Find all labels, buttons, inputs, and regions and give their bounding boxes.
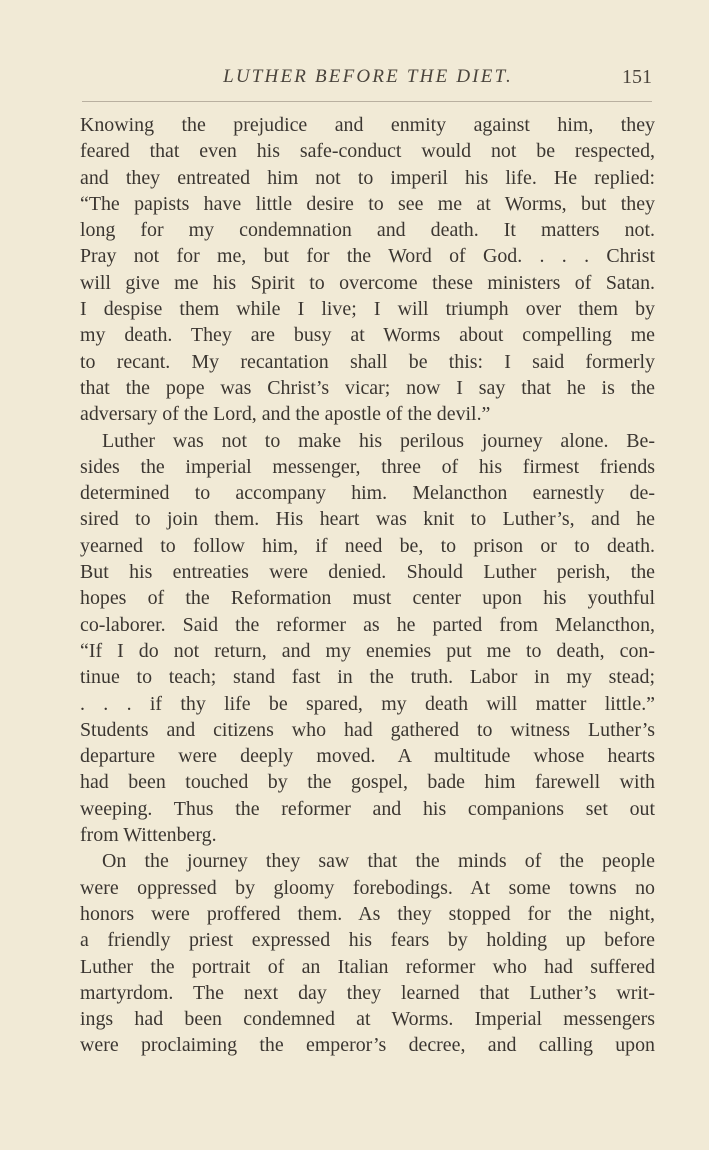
text-line: had been touched by the gospel, bade him farewell with [80,771,655,794]
text-line: were proclaiming the emperor’s decree, and calling upon [80,1034,655,1057]
text-line: yearned to follow him, if need be, to prison or to death. [80,534,655,557]
text-line: a friendly priest expressed his fears by holding up before [80,929,655,952]
text-line: I despise them while I live; I will triumph over them by [80,298,655,321]
text-line: ings had been condemned at Worms. Imperial messengers [80,1008,655,1031]
running-title: LUTHER BEFORE THE DIET. [223,66,513,87]
text-line: Students and citizens who had gathered to witness Luther’s [80,718,655,741]
text-line: that the pope was Christ’s vicar; now I say that he is the [80,376,655,399]
body-text [80,112,655,1059]
text-line: “If I do not return, and my enemies put me to death, con- [80,639,655,662]
paragraph-1 [80,112,655,428]
text-line: feared that even his safe-conduct would not be respected, [80,140,655,163]
text-line: hopes of the Reformation must center upon his youthful [80,587,655,610]
text-line: long for my condemnation and death. It matters not. [80,219,655,242]
text-line: Pray not for me, but for the Word of God. . . . Christ [80,245,655,268]
text-line: sired to join them. His heart was knit to Luther’s, and he [80,508,655,531]
text-line: Luther was not to make his perilous journey alone. Be- [102,429,655,452]
text-line: . . . if thy life be spared, my death will matter little.” [80,692,655,715]
text-line: and they entreated him not to imperil his life. He replied: [80,166,655,189]
text-line: But his entreaties were denied. Should Luther perish, the [80,561,655,584]
paragraph-2 [80,428,655,849]
text-line: co-laborer. Said the reformer as he parted from Melancthon, [80,613,655,636]
text-line: “The papists have little desire to see me at Worms, but they [80,192,655,215]
header-rule [82,101,652,102]
text-line: sides the imperial messenger, three of his firmest friends [80,455,655,478]
text-line: from Wittenberg. [80,824,217,847]
text-line: were oppressed by gloomy forebodings. At some towns no [80,876,655,899]
text-line: determined to accompany him. Melancthon earnestly de- [80,482,655,505]
text-line: adversary of the Lord, and the apostle of the devil.” [80,403,491,426]
text-line: Luther the portrait of an Italian reformer who had suffered [80,955,655,978]
text-line: tinue to teach; stand fast in the truth. Labor in my stead; [80,666,655,689]
text-line: weeping. Thus the reformer and his companions set out [80,797,655,820]
running-head [80,66,656,96]
text-line: honors were proffered them. As they stopped for the night, [80,902,655,925]
text-line: martyrdom. The next day they learned that Luther’s writ- [80,981,655,1004]
text-line: my death. They are busy at Worms about compelling me [80,324,655,347]
text-line: will give me his Spirit to overcome these ministers of Satan. [80,271,655,294]
text-line: Knowing the prejudice and enmity against him, they [80,114,655,136]
paragraph-3 [80,848,655,1058]
text-line: On the journey they saw that the minds of the people [102,850,655,873]
page-number: 151 [622,66,652,88]
text-line: departure were deeply moved. A multitude whose hearts [80,745,655,768]
text-line: to recant. My recantation shall be this: I said formerly [80,350,655,373]
